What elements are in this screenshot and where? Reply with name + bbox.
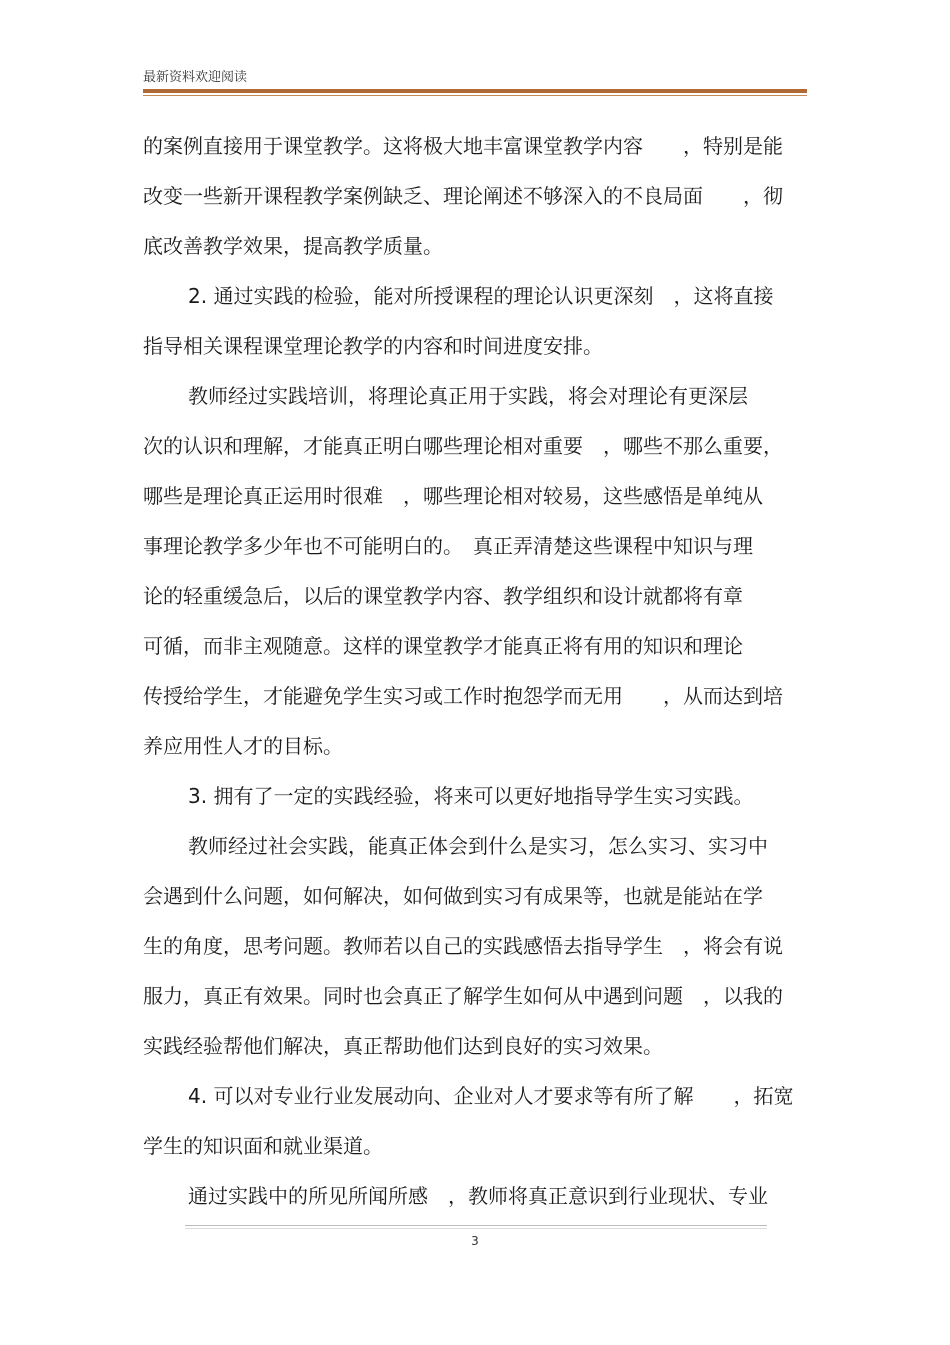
text-line: 通过实践中的所见所闻所感 ，教师将真正意识到行业现状、专业 [188,1184,768,1208]
text-line: 教师经过社会实践，能真正体会到什么是实习，怎么实习、实习中 [188,834,768,858]
text-line: 3. 拥有了一定的实践经验，将来可以更好地指导学生实习实践。 [188,784,754,808]
text-line: 改变一些新开课程教学案例缺乏、理论阐述不够深入的不良局面 ，彻 [143,184,783,208]
text-line: 2. 通过实践的检验，能对所授课程的理论认识更深刻 ，这将直接 [188,284,774,308]
text-line: 事理论教学多少年也不可能明白的。 真正弄清楚这些课程中知识与理 [143,534,753,558]
text-line: 指导相关课程课堂理论教学的内容和时间进度安排。 [143,334,603,358]
document-body [143,121,813,1221]
text-line: 实践经验帮他们解决，真正帮助他们达到良好的实习效果。 [143,1034,663,1058]
footer-divider-shadow [185,1228,767,1229]
text-line: 学生的知识面和就业渠道。 [143,1134,383,1158]
text-line: 传授给学生，才能避免学生实习或工作时抱怨学而无用 ，从而达到培 [143,684,783,708]
text-line: 服力，真正有效果。同时也会真正了解学生如何从中遇到问题 ，以我的 [143,984,783,1008]
page-header: 最新资料欢迎阅读 [143,70,248,85]
text-line: 养应用性人才的目标。 [143,734,343,758]
text-line: 哪些是理论真正运用时很难 ，哪些理论相对较易，这些感悟是单纯从 [143,484,763,508]
text-line: 底改善教学效果，提高教学质量。 [143,234,443,258]
text-line: 次的认识和理解，才能真正明白哪些理论相对重要 ，哪些不那么重要， [143,434,783,458]
header-divider [143,89,807,93]
text-line: 的案例直接用于课堂教学。这将极大地丰富课堂教学内容 ，特别是能 [143,134,783,158]
text-line: 可循，而非主观随意。这样的课堂教学才能真正将有用的知识和理论 [143,634,743,658]
text-line: 生的角度，思考问题。教师若以自己的实践感悟去指导学生 ，将会有说 [143,934,783,958]
text-line: 会遇到什么问题，如何解决，如何做到实习有成果等，也就是能站在学 [143,884,763,908]
text-line: 4. 可以对专业行业发展动向、企业对人才要求等有所了解 ，拓宽 [188,1084,794,1108]
text-line: 教师经过实践培训，将理论真正用于实践，将会对理论有更深层 [188,384,748,408]
page-number: 3 [471,1234,479,1248]
footer-divider [185,1225,767,1226]
header-divider-thin [143,95,807,96]
text-line: 论的轻重缓急后，以后的课堂教学内容、教学组织和设计就都将有章 [143,584,743,608]
